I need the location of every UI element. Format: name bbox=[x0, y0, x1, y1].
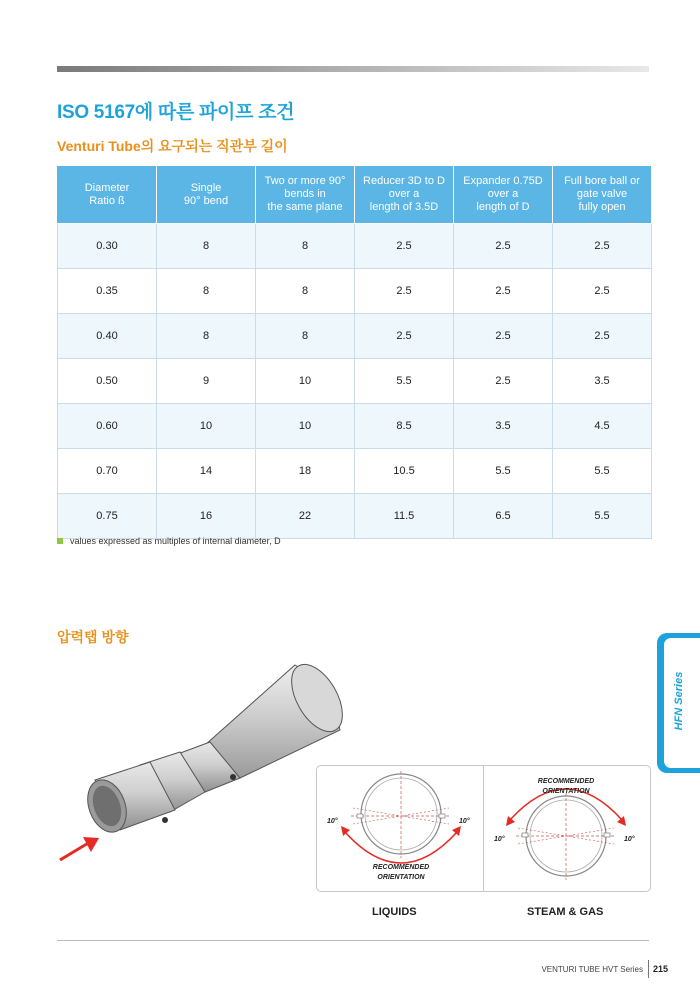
table-cell: 0.60 bbox=[58, 404, 157, 449]
table-row bbox=[58, 314, 652, 359]
table-cell: 4.5 bbox=[553, 404, 652, 449]
orientation-diagram-panel bbox=[316, 765, 651, 892]
steam-gas-caption: STEAM & GAS bbox=[527, 906, 604, 918]
liquids-orientation-diagram bbox=[317, 766, 483, 891]
table-row bbox=[58, 224, 652, 269]
table-cell: 8 bbox=[157, 314, 256, 359]
page-number: 215 bbox=[652, 964, 668, 974]
table-cell: 16 bbox=[157, 494, 256, 539]
liquids-label-line2: ORIENTATION bbox=[377, 874, 425, 881]
table-cell: 10.5 bbox=[355, 449, 454, 494]
table-cell: 0.30 bbox=[58, 224, 157, 269]
table-cell: 0.40 bbox=[58, 314, 157, 359]
liquids-angle-left: 10° bbox=[327, 818, 338, 825]
section-subtitle: Venturi Tube의 요구되는 직관부 길이 bbox=[57, 138, 288, 154]
table-footnote bbox=[57, 536, 281, 546]
footnote-text: values expressed as multiples of internal diameter, D bbox=[70, 536, 281, 546]
venturi-tube-illustration bbox=[55, 660, 355, 875]
liquids-angle-right: 10° bbox=[459, 818, 470, 825]
table-cell: 11.5 bbox=[355, 494, 454, 539]
table-cell: 0.70 bbox=[58, 449, 157, 494]
page-title: ISO 5167에 따른 파이프 조건 bbox=[57, 102, 295, 123]
column-header: Reducer 3D to D over a length of 3.5D bbox=[355, 166, 454, 224]
table-cell: 5.5 bbox=[553, 449, 652, 494]
page-footer bbox=[541, 960, 668, 978]
table-cell: 3.5 bbox=[553, 359, 652, 404]
table-row bbox=[58, 449, 652, 494]
table-cell: 10 bbox=[256, 359, 355, 404]
series-side-tab bbox=[657, 633, 700, 773]
table-cell: 9 bbox=[157, 359, 256, 404]
column-header: Diameter Ratio ß bbox=[58, 166, 157, 224]
table-row bbox=[58, 269, 652, 314]
steam-gas-orientation-diagram bbox=[484, 766, 650, 891]
steam-label-line2: ORIENTATION bbox=[542, 788, 590, 795]
table-cell: 5.5 bbox=[454, 449, 553, 494]
steam-angle-right: 10° bbox=[624, 836, 635, 843]
footer-divider bbox=[57, 940, 649, 941]
table-cell: 8 bbox=[256, 224, 355, 269]
column-header: Single 90° bend bbox=[157, 166, 256, 224]
table-cell: 2.5 bbox=[553, 314, 652, 359]
liquids-caption: LIQUIDS bbox=[372, 906, 417, 918]
table-cell: 2.5 bbox=[553, 269, 652, 314]
footer-series-text: VENTURI TUBE HVT Series bbox=[541, 964, 643, 974]
table-cell: 2.5 bbox=[454, 269, 553, 314]
table-cell: 18 bbox=[256, 449, 355, 494]
table-cell: 8.5 bbox=[355, 404, 454, 449]
table-cell: 8 bbox=[157, 269, 256, 314]
steam-label-line1: RECOMMENDED bbox=[537, 778, 595, 785]
table-row bbox=[58, 359, 652, 404]
steam-angle-left: 10° bbox=[494, 836, 505, 843]
table-cell: 22 bbox=[256, 494, 355, 539]
liquids-label-line1: RECOMMENDED bbox=[372, 864, 430, 871]
table-cell: 8 bbox=[157, 224, 256, 269]
table-cell: 5.5 bbox=[553, 494, 652, 539]
table-cell: 14 bbox=[157, 449, 256, 494]
table-cell: 0.50 bbox=[58, 359, 157, 404]
table-cell: 8 bbox=[256, 314, 355, 359]
table-cell: 2.5 bbox=[355, 224, 454, 269]
table-cell: 2.5 bbox=[454, 224, 553, 269]
table-row bbox=[58, 494, 652, 539]
column-header: Two or more 90° bends in the same plane bbox=[256, 166, 355, 224]
table-cell: 2.5 bbox=[355, 269, 454, 314]
tap-orientation-title: 압력탭 방향 bbox=[57, 629, 129, 645]
table-cell: 2.5 bbox=[355, 314, 454, 359]
table-cell: 8 bbox=[256, 269, 355, 314]
footer-separator bbox=[648, 960, 649, 978]
column-header: Full bore ball or gate valve fully open bbox=[553, 166, 652, 224]
table-cell: 10 bbox=[256, 404, 355, 449]
table-cell: 3.5 bbox=[454, 404, 553, 449]
table-cell: 0.75 bbox=[58, 494, 157, 539]
table-cell: 2.5 bbox=[553, 224, 652, 269]
straight-length-table bbox=[57, 165, 652, 539]
bullet-square-icon bbox=[57, 538, 63, 544]
table-cell: 2.5 bbox=[454, 314, 553, 359]
table-cell: 2.5 bbox=[454, 359, 553, 404]
table-cell: 0.35 bbox=[58, 269, 157, 314]
top-divider-bar bbox=[57, 66, 649, 72]
table-cell: 6.5 bbox=[454, 494, 553, 539]
column-header: Expander 0.75D over a length of D bbox=[454, 166, 553, 224]
table-row bbox=[58, 404, 652, 449]
table-cell: 5.5 bbox=[355, 359, 454, 404]
side-tab-label: HFN Series bbox=[673, 671, 685, 731]
table-cell: 10 bbox=[157, 404, 256, 449]
table-header-row bbox=[58, 166, 652, 224]
